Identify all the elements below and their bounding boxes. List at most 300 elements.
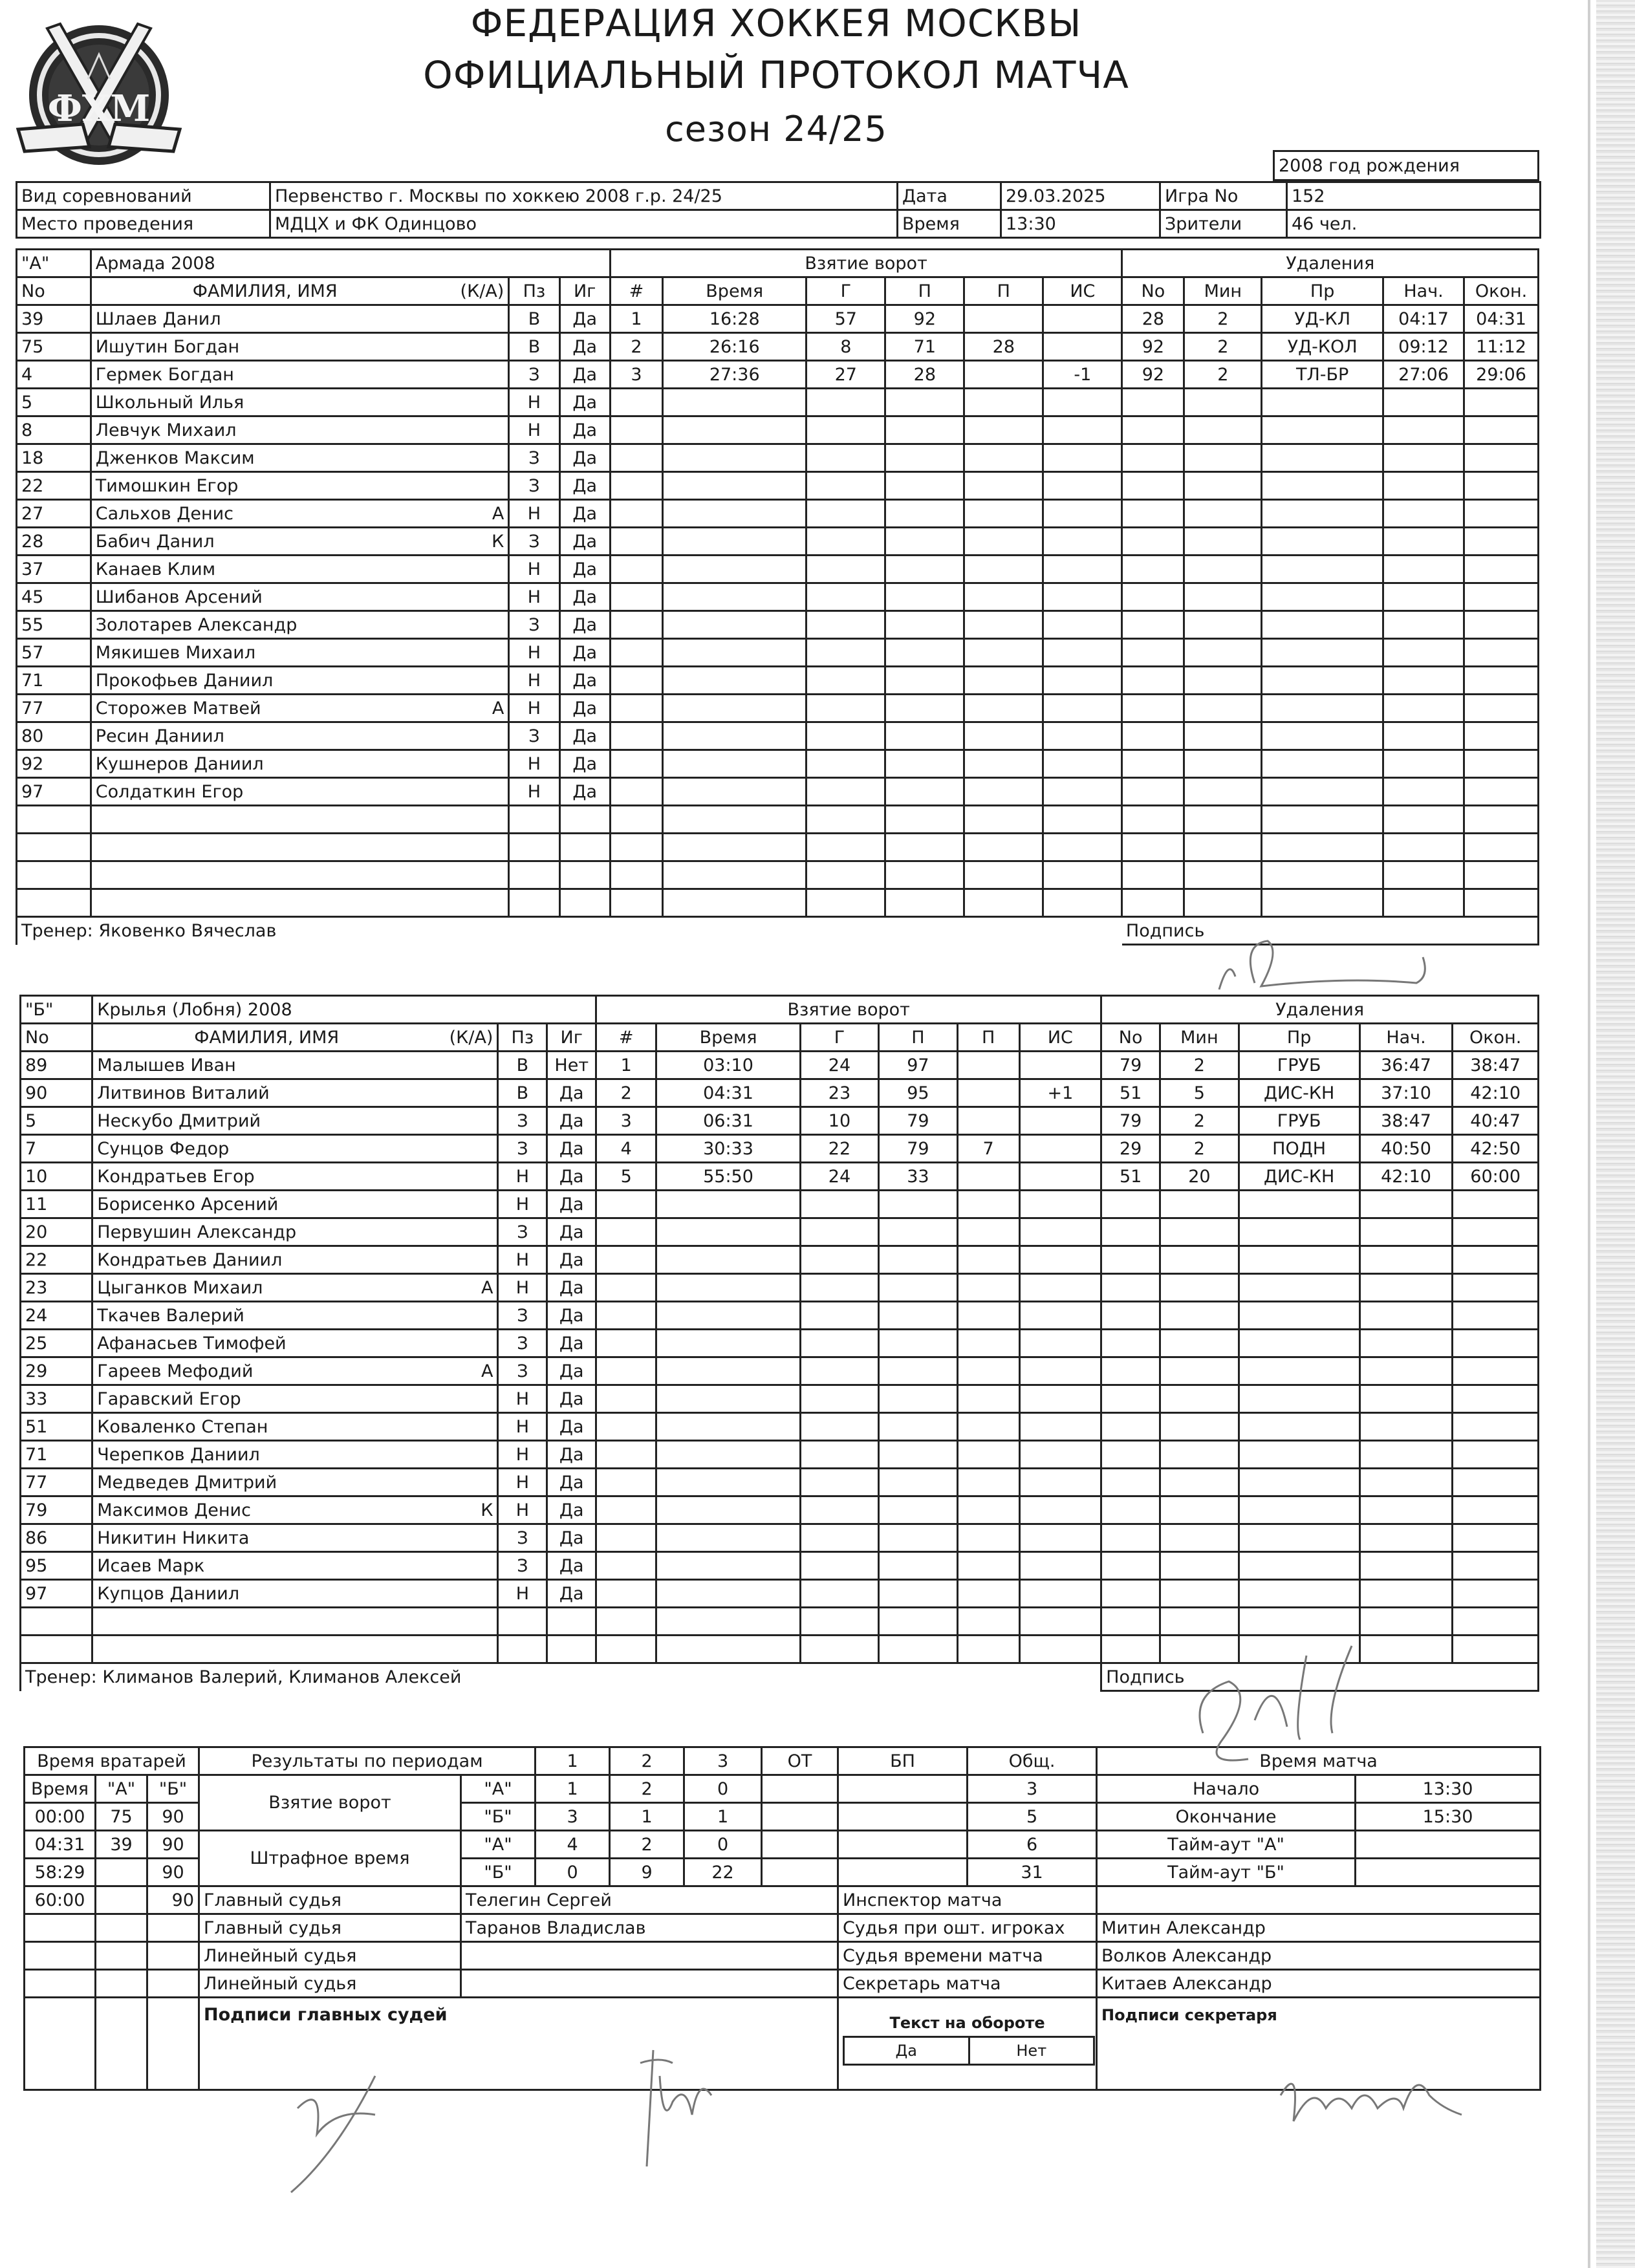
player-played: Да <box>559 778 610 806</box>
empty-cell <box>1262 389 1383 416</box>
col-pen-no: No <box>1122 277 1184 305</box>
goal-strength <box>1019 1135 1101 1163</box>
goal-time: 16:28 <box>663 305 807 333</box>
empty-cell <box>957 1274 1019 1302</box>
empty-cell <box>885 861 964 889</box>
empty-cell <box>656 1330 801 1357</box>
empty-cell <box>1122 889 1184 917</box>
player-number: 7 <box>21 1135 92 1163</box>
col-start: Нач. <box>1359 1024 1453 1052</box>
player-position: Н <box>509 500 559 528</box>
empty-cell <box>1043 861 1122 889</box>
gk-time: 60:00 <box>25 1886 96 1914</box>
empty-cell <box>885 500 964 528</box>
player-number: 97 <box>21 1580 92 1608</box>
empty-cell <box>1262 472 1383 500</box>
player-name: Ресин Даниил <box>95 726 224 746</box>
empty-cell <box>1383 389 1464 416</box>
goal-assist-1: 95 <box>879 1079 957 1107</box>
empty-cell <box>1239 1524 1359 1552</box>
pim-b-total: 31 <box>968 1859 1097 1886</box>
penalty-player: 79 <box>1101 1052 1160 1079</box>
player-row <box>21 1580 1539 1608</box>
empty-cell <box>1160 1469 1239 1496</box>
player-row <box>21 1218 1539 1246</box>
penalty-reason: ПОДН <box>1239 1135 1359 1163</box>
empty-cell <box>663 583 807 611</box>
player-position: З <box>498 1218 547 1246</box>
birth-year-box <box>1273 150 1539 181</box>
goal-scorer: 57 <box>807 305 885 333</box>
player-played: Да <box>559 639 610 667</box>
empty-cell <box>885 722 964 750</box>
empty-cell <box>1101 1552 1160 1580</box>
empty-cell <box>1019 1302 1101 1330</box>
player-name-cell <box>92 1302 498 1330</box>
empty-cell <box>1184 583 1262 611</box>
empty-cell <box>964 389 1043 416</box>
player-row <box>21 1163 1539 1191</box>
reverse-no[interactable]: Нет <box>969 2037 1094 2065</box>
empty-cell <box>1262 834 1383 861</box>
gk-b: 90 <box>147 1859 199 1886</box>
player-name: Купцов Даниил <box>97 1583 240 1604</box>
player-position: В <box>509 333 559 361</box>
empty-cell <box>1239 1246 1359 1274</box>
empty-cell <box>1122 416 1184 444</box>
empty-cell <box>1359 1274 1453 1302</box>
team-a-goals-title: Взятие ворот <box>610 250 1122 277</box>
competition-label: Вид соревнований <box>17 182 270 210</box>
empty-cell <box>1019 1191 1101 1218</box>
player-position: З <box>509 444 559 472</box>
empty-cell <box>1122 861 1184 889</box>
period-3: 3 <box>684 1747 762 1775</box>
team-a-signature-label: Подпись <box>1125 920 1205 941</box>
player-name-cell <box>91 695 509 722</box>
col-p1: П <box>885 277 964 305</box>
empty-cell <box>807 528 885 556</box>
player-number: 22 <box>21 1246 92 1274</box>
empty-cell <box>800 1330 878 1357</box>
player-name: Гермек Богдан <box>95 364 234 385</box>
goals-b-p3: 1 <box>684 1803 762 1831</box>
empty-cell <box>1101 1441 1160 1469</box>
team-b-goals-title: Взятие ворот <box>596 996 1101 1024</box>
player-name-cell <box>91 333 509 361</box>
empty-cell <box>1160 1441 1239 1469</box>
empty-cell <box>1464 444 1539 472</box>
empty-cell <box>800 1469 878 1496</box>
col-g: Г <box>800 1024 878 1052</box>
empty-cell <box>1239 1274 1359 1302</box>
goals-a-bp <box>838 1775 968 1803</box>
goal-scorer: 22 <box>800 1135 878 1163</box>
captain-mark: А <box>492 698 504 718</box>
empty-cell <box>879 1246 957 1274</box>
player-name: Ткачев Валерий <box>97 1305 244 1326</box>
player-played: Да <box>559 361 610 389</box>
spectators-label: Зрители <box>1160 210 1287 238</box>
empty-cell <box>885 528 964 556</box>
empty-cell <box>656 1441 801 1469</box>
empty-cell <box>1453 1552 1539 1580</box>
penalty-end: 60:00 <box>1453 1163 1539 1191</box>
goal-time: 04:31 <box>656 1079 801 1107</box>
player-name: Шлаев Данил <box>95 308 221 329</box>
empty-cell <box>21 1608 92 1636</box>
gk-empty <box>147 1970 199 1998</box>
empty-cell <box>656 1191 801 1218</box>
captain-mark: А <box>481 1277 493 1298</box>
goal-assist-2 <box>957 1079 1019 1107</box>
gk-a: 39 <box>96 1831 147 1859</box>
gk-a <box>96 1859 147 1886</box>
player-name-cell <box>91 556 509 583</box>
goal-number: 3 <box>596 1107 656 1135</box>
player-name: Бабич Данил <box>95 531 215 552</box>
empty-cell <box>807 667 885 695</box>
empty-cell <box>596 1302 656 1330</box>
player-name: Исаев Марк <box>97 1555 205 1576</box>
player-name-cell <box>91 500 509 528</box>
empty-cell <box>879 1608 957 1636</box>
reverse-text-label: Текст на обороте <box>889 2014 1045 2032</box>
empty-cell <box>807 750 885 778</box>
empty-cell <box>1383 806 1464 834</box>
player-played: Да <box>547 1135 596 1163</box>
player-name-cell <box>92 1135 498 1163</box>
player-row <box>21 1357 1539 1385</box>
player-name-cell <box>92 1385 498 1413</box>
captain-mark: К <box>481 1500 493 1520</box>
player-row <box>17 722 1539 750</box>
player-played: Да <box>547 1357 596 1385</box>
goal-assist-1: 79 <box>879 1107 957 1135</box>
timeout-a-label: Тайм-аут "А" <box>1097 1831 1356 1859</box>
empty-cell <box>1184 472 1262 500</box>
empty-cell <box>1239 1496 1359 1524</box>
empty-cell <box>1383 500 1464 528</box>
spectators-value: 46 чел. <box>1287 210 1541 238</box>
empty-cell <box>807 416 885 444</box>
player-name: Первушин Александр <box>97 1222 297 1242</box>
player-number: 28 <box>17 528 91 556</box>
player-played: Да <box>547 1274 596 1302</box>
goals-b-bp <box>838 1803 968 1831</box>
empty-cell <box>1122 444 1184 472</box>
player-position: Н <box>509 639 559 667</box>
gk-empty <box>147 1998 199 2090</box>
time-label: Время <box>898 210 1001 238</box>
empty-cell <box>885 750 964 778</box>
player-number: 29 <box>21 1357 92 1385</box>
empty-cell <box>964 556 1043 583</box>
player-played: Да <box>559 722 610 750</box>
player-name-cell <box>92 1469 498 1496</box>
gk-time: 58:29 <box>25 1859 96 1886</box>
goal-time: 03:10 <box>656 1052 801 1079</box>
empty-cell <box>663 750 807 778</box>
empty-cell <box>1160 1524 1239 1552</box>
penalty-player: 79 <box>1101 1107 1160 1135</box>
empty-cell <box>1043 556 1122 583</box>
player-name: Дженков Максим <box>95 448 255 468</box>
penalty-start: 27:06 <box>1383 361 1464 389</box>
gk-b-header: "Б" <box>147 1775 199 1803</box>
empty-cell <box>1160 1580 1239 1608</box>
player-row <box>17 416 1539 444</box>
empty-cell <box>21 1636 92 1663</box>
player-name-cell <box>92 1246 498 1274</box>
empty-cell <box>1122 778 1184 806</box>
player-number: 55 <box>17 611 91 639</box>
player-played: Да <box>559 500 610 528</box>
empty-cell <box>596 1524 656 1552</box>
player-row <box>21 1608 1539 1636</box>
pim-b-ot <box>762 1859 838 1886</box>
empty-cell <box>1262 556 1383 583</box>
player-row <box>17 806 1539 834</box>
empty-cell <box>1043 611 1122 639</box>
penalty-player: 51 <box>1101 1163 1160 1191</box>
empty-cell <box>1359 1636 1453 1663</box>
empty-cell <box>91 806 509 834</box>
player-number: 22 <box>17 472 91 500</box>
empty-cell <box>656 1552 801 1580</box>
empty-cell <box>1383 861 1464 889</box>
gk-empty <box>96 1998 147 2090</box>
empty-cell <box>885 472 964 500</box>
inspector-label: Инспектор матча <box>838 1886 1097 1914</box>
penalty-end: 04:31 <box>1464 305 1539 333</box>
penalty-player: 51 <box>1101 1079 1160 1107</box>
player-played: Да <box>547 1218 596 1246</box>
empty-cell <box>1101 1330 1160 1357</box>
player-name-cell <box>91 444 509 472</box>
inspector-value <box>1097 1886 1541 1914</box>
player-played: Да <box>547 1496 596 1524</box>
player-played: Да <box>559 556 610 583</box>
player-number: 80 <box>17 722 91 750</box>
player-position: З <box>509 361 559 389</box>
period-bp: БП <box>838 1747 968 1775</box>
goals-row-label: Взятие ворот <box>199 1775 461 1831</box>
empty-cell <box>964 639 1043 667</box>
empty-cell <box>1043 528 1122 556</box>
player-played: Да <box>547 1079 596 1107</box>
player-name: Никитин Никита <box>97 1528 250 1548</box>
ref-signatures-label: Подписи главных судей <box>204 2005 448 2025</box>
empty-cell <box>610 889 662 917</box>
empty-cell <box>1122 639 1184 667</box>
empty-cell <box>1160 1552 1239 1580</box>
penalty-end: 42:50 <box>1453 1135 1539 1163</box>
empty-cell <box>1464 834 1539 861</box>
period-ot: ОТ <box>762 1747 838 1775</box>
empty-cell <box>879 1552 957 1580</box>
pim-a-p3: 0 <box>684 1831 762 1859</box>
player-played: Да <box>547 1413 596 1441</box>
empty-cell <box>1239 1608 1359 1636</box>
player-name-cell <box>91 750 509 778</box>
empty-cell <box>1184 556 1262 583</box>
goals-a-total: 3 <box>968 1775 1097 1803</box>
empty-cell <box>1184 861 1262 889</box>
empty-cell <box>596 1413 656 1441</box>
gk-empty <box>96 1970 147 1998</box>
penalty-player: 92 <box>1122 361 1184 389</box>
empty-cell <box>1453 1385 1539 1413</box>
empty-cell <box>1184 722 1262 750</box>
empty-cell <box>957 1218 1019 1246</box>
penalty-minutes: 2 <box>1160 1052 1239 1079</box>
player-name-cell <box>92 1330 498 1357</box>
player-position: З <box>498 1135 547 1163</box>
empty-cell <box>885 583 964 611</box>
player-name: Гаравский Егор <box>97 1388 241 1409</box>
empty-cell <box>596 1608 656 1636</box>
empty-cell <box>800 1191 878 1218</box>
empty-cell <box>1043 806 1122 834</box>
secretary-label: Секретарь матча <box>838 1970 1097 1998</box>
venue-value: МДЦХ и ФК Одинцово <box>270 210 898 238</box>
goal-assist-2 <box>964 361 1043 389</box>
empty-cell <box>1359 1469 1453 1496</box>
empty-cell <box>663 861 807 889</box>
col-pr: Пр <box>1239 1024 1359 1052</box>
empty-cell <box>1453 1441 1539 1469</box>
player-number: 10 <box>21 1163 92 1191</box>
player-name-cell <box>92 1496 498 1524</box>
player-played: Да <box>547 1163 596 1191</box>
player-number: 5 <box>21 1107 92 1135</box>
player-played: Да <box>547 1107 596 1135</box>
empty-cell <box>1122 556 1184 583</box>
timeout-a-value <box>1356 1831 1541 1859</box>
player-row <box>17 333 1539 361</box>
empty-cell <box>807 778 885 806</box>
reverse-yes[interactable]: Да <box>844 2037 969 2065</box>
empty-cell <box>1101 1191 1160 1218</box>
ref-signatures-cell <box>199 1998 838 2090</box>
empty-cell <box>610 416 662 444</box>
player-row <box>17 361 1539 389</box>
empty-cell <box>1359 1191 1453 1218</box>
goal-assist-2 <box>957 1052 1019 1079</box>
player-played: Да <box>559 416 610 444</box>
team-b-signature-label: Подпись <box>1106 1667 1185 1687</box>
empty-cell <box>1383 778 1464 806</box>
empty-cell <box>807 861 885 889</box>
empty-cell <box>547 1636 596 1663</box>
penalty-start: 42:10 <box>1359 1163 1453 1191</box>
empty-cell <box>1101 1218 1160 1246</box>
empty-cell <box>879 1191 957 1218</box>
col-g: Г <box>807 277 885 305</box>
player-name-cell <box>92 1218 498 1246</box>
empty-cell <box>800 1413 878 1441</box>
empty-cell <box>1122 500 1184 528</box>
captain-mark: К <box>492 531 504 552</box>
goal-number: 5 <box>596 1163 656 1191</box>
timeout-b-value <box>1356 1859 1541 1886</box>
gk-b: 90 <box>147 1803 199 1831</box>
empty-cell <box>879 1330 957 1357</box>
player-number: 5 <box>17 389 91 416</box>
empty-cell <box>957 1330 1019 1357</box>
player-name-cell <box>92 1413 498 1441</box>
empty-cell <box>800 1441 878 1469</box>
empty-cell <box>1160 1246 1239 1274</box>
linesman2-label: Линейный судья <box>199 1970 461 1998</box>
player-name: Литвинов Виталий <box>97 1083 270 1103</box>
empty-cell <box>1359 1413 1453 1441</box>
empty-cell <box>596 1246 656 1274</box>
player-played: Да <box>559 389 610 416</box>
pim-team-a: "А" <box>461 1831 536 1859</box>
player-number: 45 <box>17 583 91 611</box>
empty-cell <box>610 556 662 583</box>
col-ka: (К/А) <box>449 1027 493 1048</box>
empty-cell <box>559 806 610 834</box>
goal-number: 4 <box>596 1135 656 1163</box>
pim-a-bp <box>838 1831 968 1859</box>
player-played: Да <box>547 1330 596 1357</box>
goal-time: 30:33 <box>656 1135 801 1163</box>
empty-cell <box>807 639 885 667</box>
player-played: Да <box>559 305 610 333</box>
linesman1-value <box>461 1942 838 1970</box>
match-info-table <box>16 181 1541 239</box>
empty-cell <box>610 695 662 722</box>
player-name-cell <box>91 611 509 639</box>
empty-cell <box>596 1552 656 1580</box>
empty-cell <box>1262 611 1383 639</box>
time-value: 13:30 <box>1001 210 1160 238</box>
empty-cell <box>498 1636 547 1663</box>
pim-a-ot <box>762 1831 838 1859</box>
empty-cell <box>1043 472 1122 500</box>
secretary-signatures-label: Подписи секретаря <box>1101 2006 1277 2024</box>
col-ig: Иг <box>547 1024 596 1052</box>
empty-cell <box>1122 722 1184 750</box>
empty-cell <box>1453 1218 1539 1246</box>
empty-cell <box>1019 1274 1101 1302</box>
player-played: Да <box>547 1441 596 1469</box>
empty-cell <box>879 1385 957 1413</box>
empty-cell <box>1453 1246 1539 1274</box>
empty-cell <box>1262 778 1383 806</box>
empty-cell <box>957 1552 1019 1580</box>
gk-empty <box>25 1998 96 2090</box>
empty-cell <box>663 416 807 444</box>
empty-cell <box>807 583 885 611</box>
empty-cell <box>1043 667 1122 695</box>
penalty-start: 37:10 <box>1359 1079 1453 1107</box>
empty-cell <box>559 834 610 861</box>
player-row <box>21 1135 1539 1163</box>
empty-cell <box>656 1496 801 1524</box>
player-played: Да <box>547 1191 596 1218</box>
player-row <box>17 611 1539 639</box>
empty-cell <box>885 639 964 667</box>
empty-cell <box>1359 1357 1453 1385</box>
player-row <box>21 1330 1539 1357</box>
empty-cell <box>656 1385 801 1413</box>
empty-cell <box>1184 889 1262 917</box>
player-number: 97 <box>17 778 91 806</box>
